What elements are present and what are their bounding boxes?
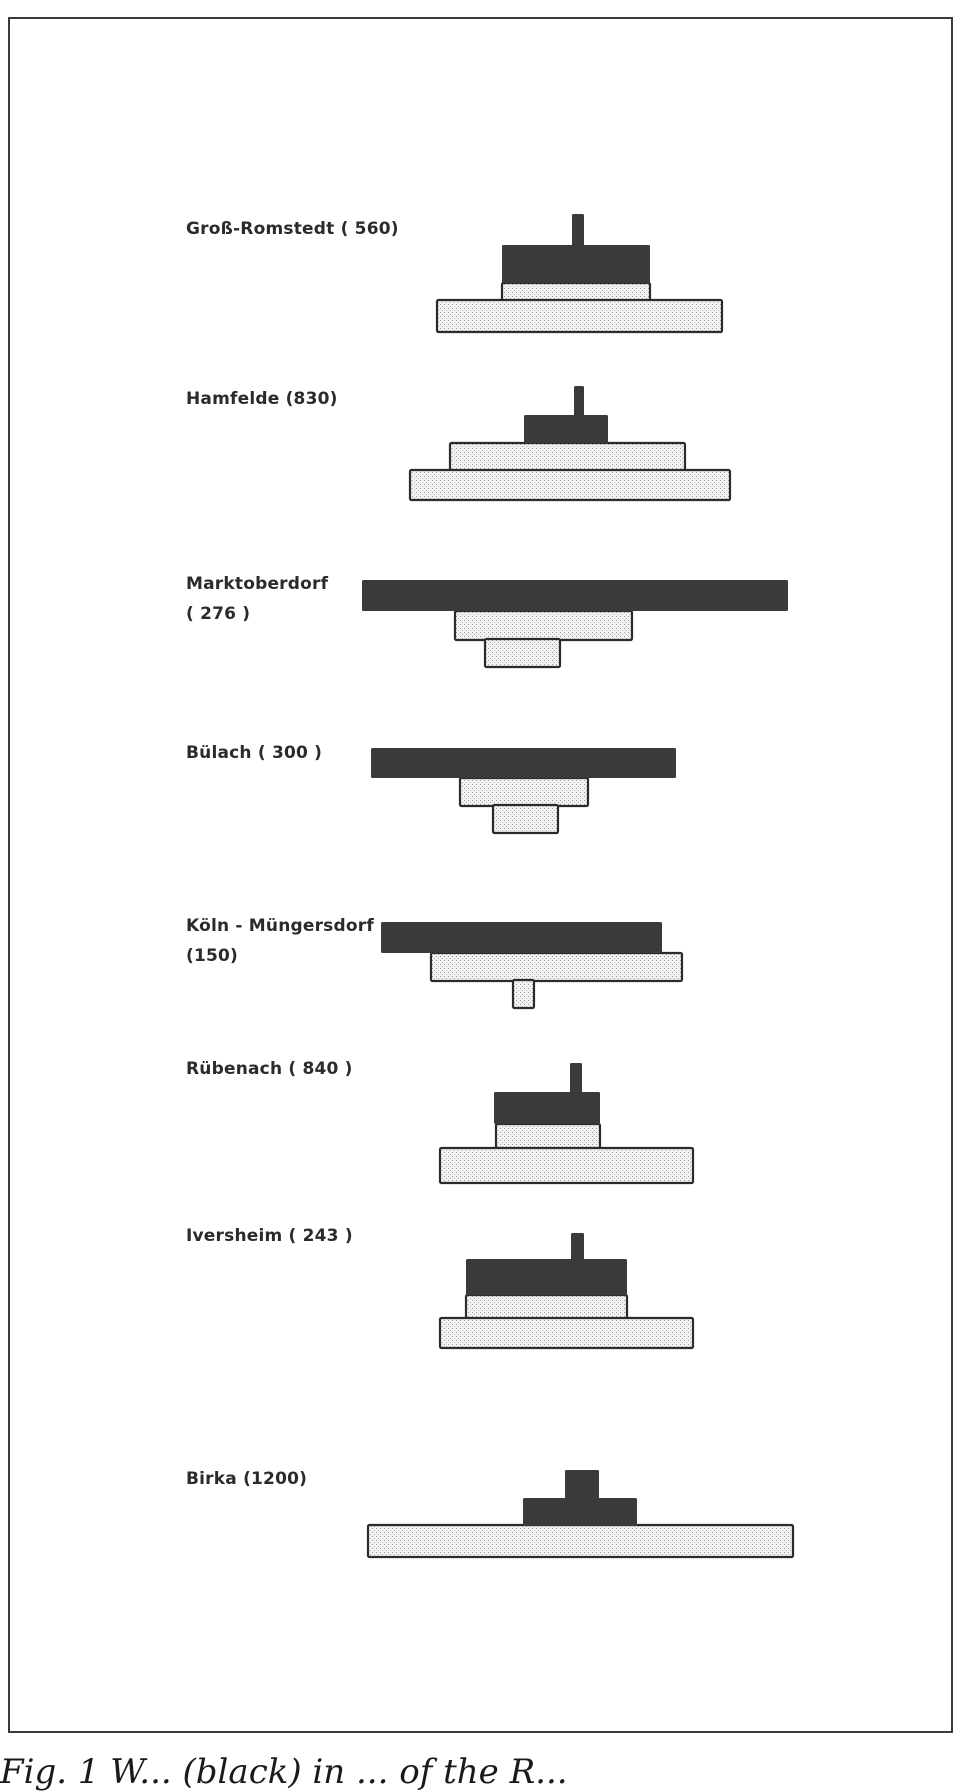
- weapons-block: [362, 580, 788, 611]
- site-profile-4: [381, 922, 682, 1008]
- site-label-6: [186, 1221, 353, 1251]
- stipple-block: [440, 1148, 693, 1183]
- stipple-block: [368, 1525, 793, 1557]
- site-label-7: [186, 1464, 307, 1494]
- site-label-line: ( 276 ): [186, 604, 251, 624]
- site-profile-6: [440, 1233, 693, 1348]
- weapons-block: [502, 245, 650, 283]
- weapons-block: [570, 1063, 582, 1093]
- figure-caption: Fig. 1 W... (black) in ... of the R...: [0, 1752, 568, 1792]
- weapons-block: [371, 748, 676, 778]
- stipple-block: [485, 639, 560, 667]
- site-label-1: [186, 384, 338, 414]
- weapons-block: [574, 386, 584, 416]
- site-profile-2: [362, 580, 788, 667]
- site-label-line: Bülach ( 300 ): [186, 743, 323, 763]
- weapons-block: [572, 214, 584, 246]
- weapons-block: [524, 415, 608, 443]
- weapons-block: [571, 1233, 584, 1260]
- site-label-3: [186, 738, 322, 768]
- stipple-block: [496, 1124, 600, 1149]
- site-label-line: Marktoberdorf: [186, 574, 329, 594]
- site-label-5: [186, 1054, 353, 1084]
- site-label-line: Rübenach ( 840 ): [186, 1059, 353, 1079]
- stipple-block: [450, 443, 685, 471]
- site-profile-3: [371, 748, 676, 833]
- site-label-line: Birka (1200): [186, 1469, 308, 1489]
- stipple-block: [460, 778, 588, 806]
- site-label-line: Köln - Müngersdorf: [186, 916, 374, 936]
- stipple-block: [466, 1295, 627, 1319]
- site-profile-7: [368, 1470, 793, 1557]
- stipple-block: [437, 300, 722, 332]
- weapons-block: [466, 1259, 627, 1295]
- site-profile-1: [410, 386, 730, 500]
- weapons-block: [523, 1498, 637, 1526]
- site-label-0: [186, 214, 399, 244]
- stipple-block: [440, 1318, 693, 1348]
- site-label-line: (150): [186, 946, 239, 966]
- site-label-line: Groß-Romstedt ( 560): [186, 219, 399, 239]
- site-profile-0: [437, 214, 722, 332]
- site-label-2: [186, 569, 328, 629]
- stipple-block: [410, 470, 730, 500]
- stipple-block: [502, 283, 650, 301]
- weapons-block: [494, 1092, 600, 1124]
- stipple-block: [513, 980, 534, 1008]
- site-profile-5: [440, 1063, 693, 1183]
- site-label-4: [186, 911, 374, 971]
- stipple-block: [431, 953, 682, 981]
- site-label-line: Hamfelde (830): [186, 389, 338, 409]
- site-label-line: Iversheim ( 243 ): [186, 1226, 353, 1246]
- stipple-block: [493, 805, 558, 833]
- weapons-block: [565, 1470, 599, 1499]
- stipple-block: [455, 611, 632, 640]
- weapons-block: [381, 922, 662, 953]
